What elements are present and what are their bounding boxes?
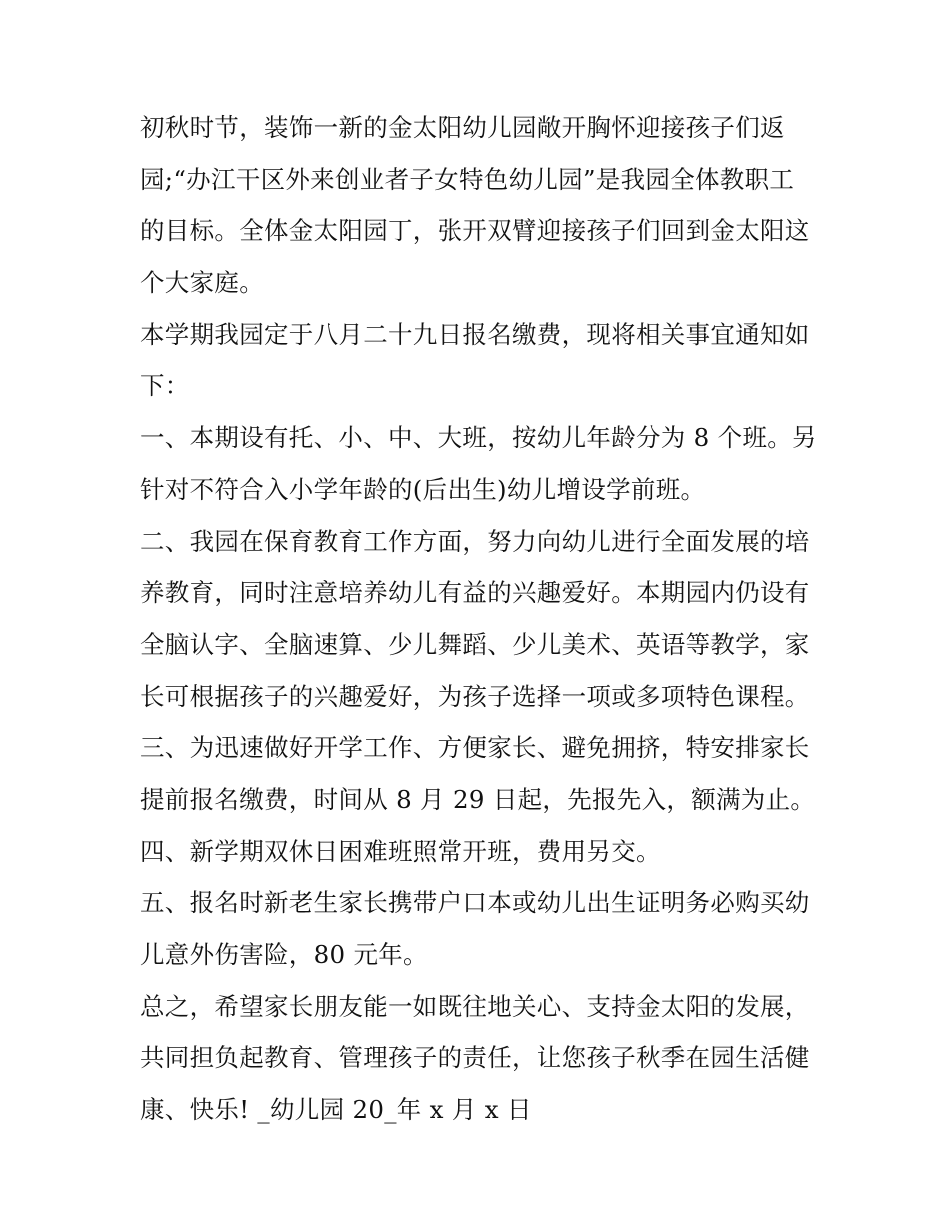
- text-line: 提前报名缴费，时间从 8 月 29 日起，先报先入，额满为止。: [140, 784, 816, 814]
- text-line: 一、本期设有托、小、中、大班，按幼儿年龄分为 8 个班。另: [140, 423, 817, 453]
- text-line: 康、快乐! _幼儿园 20_年 x 月 x 日: [140, 1095, 532, 1125]
- text-line: 的目标。全体金太阳园丁，张开双臂迎接孩子们回到金太阳这: [140, 216, 810, 246]
- text-line: 二、我园在保育教育工作方面，努力向幼儿进行全面发展的培: [140, 526, 810, 556]
- text-line: 针对不符合入小学年龄的(后出生)幼儿增设学前班。: [140, 474, 706, 504]
- text-line: 总之，希望家长朋友能一如既往地关心、支持金太阳的发展，: [140, 991, 810, 1021]
- text-line: 园;“办江干区外来创业者子女特色幼儿园”是我园全体教职工: [140, 164, 795, 194]
- text-line: 三、为迅速做好开学工作、方便家长、避免拥挤，特安排家长: [140, 733, 810, 763]
- text-line: 下：: [140, 371, 190, 401]
- text-line: 全脑认字、全脑速算、少儿舞蹈、少儿美术、英语等教学，家: [140, 629, 810, 659]
- text-line: 四、新学期双休日困难班照常开班，费用另交。: [140, 836, 661, 866]
- text-line: 五、报名时新老生家长携带户口本或幼儿出生证明务必购买幼: [140, 888, 810, 918]
- text-line: 养教育，同时注意培养幼儿有益的兴趣爱好。本期园内仍设有: [140, 578, 810, 608]
- text-line: 本学期我园定于八月二十九日报名缴费，现将相关事宜通知如: [140, 319, 810, 349]
- text-line: 共同担负起教育、管理孩子的责任，让您孩子秋季在园生活健: [140, 1043, 810, 1073]
- notice-body: [140, 102, 820, 1136]
- text-line: 长可根据孩子的兴趣爱好，为孩子选择一项或多项特色课程。: [140, 681, 810, 711]
- text-line: 儿意外伤害险，80 元年。: [140, 940, 428, 969]
- text-line: 个大家庭。: [140, 268, 264, 298]
- text-line: 初秋时节，装饰一新的金太阳幼儿园敞开胸怀迎接孩子们返: [140, 113, 785, 142]
